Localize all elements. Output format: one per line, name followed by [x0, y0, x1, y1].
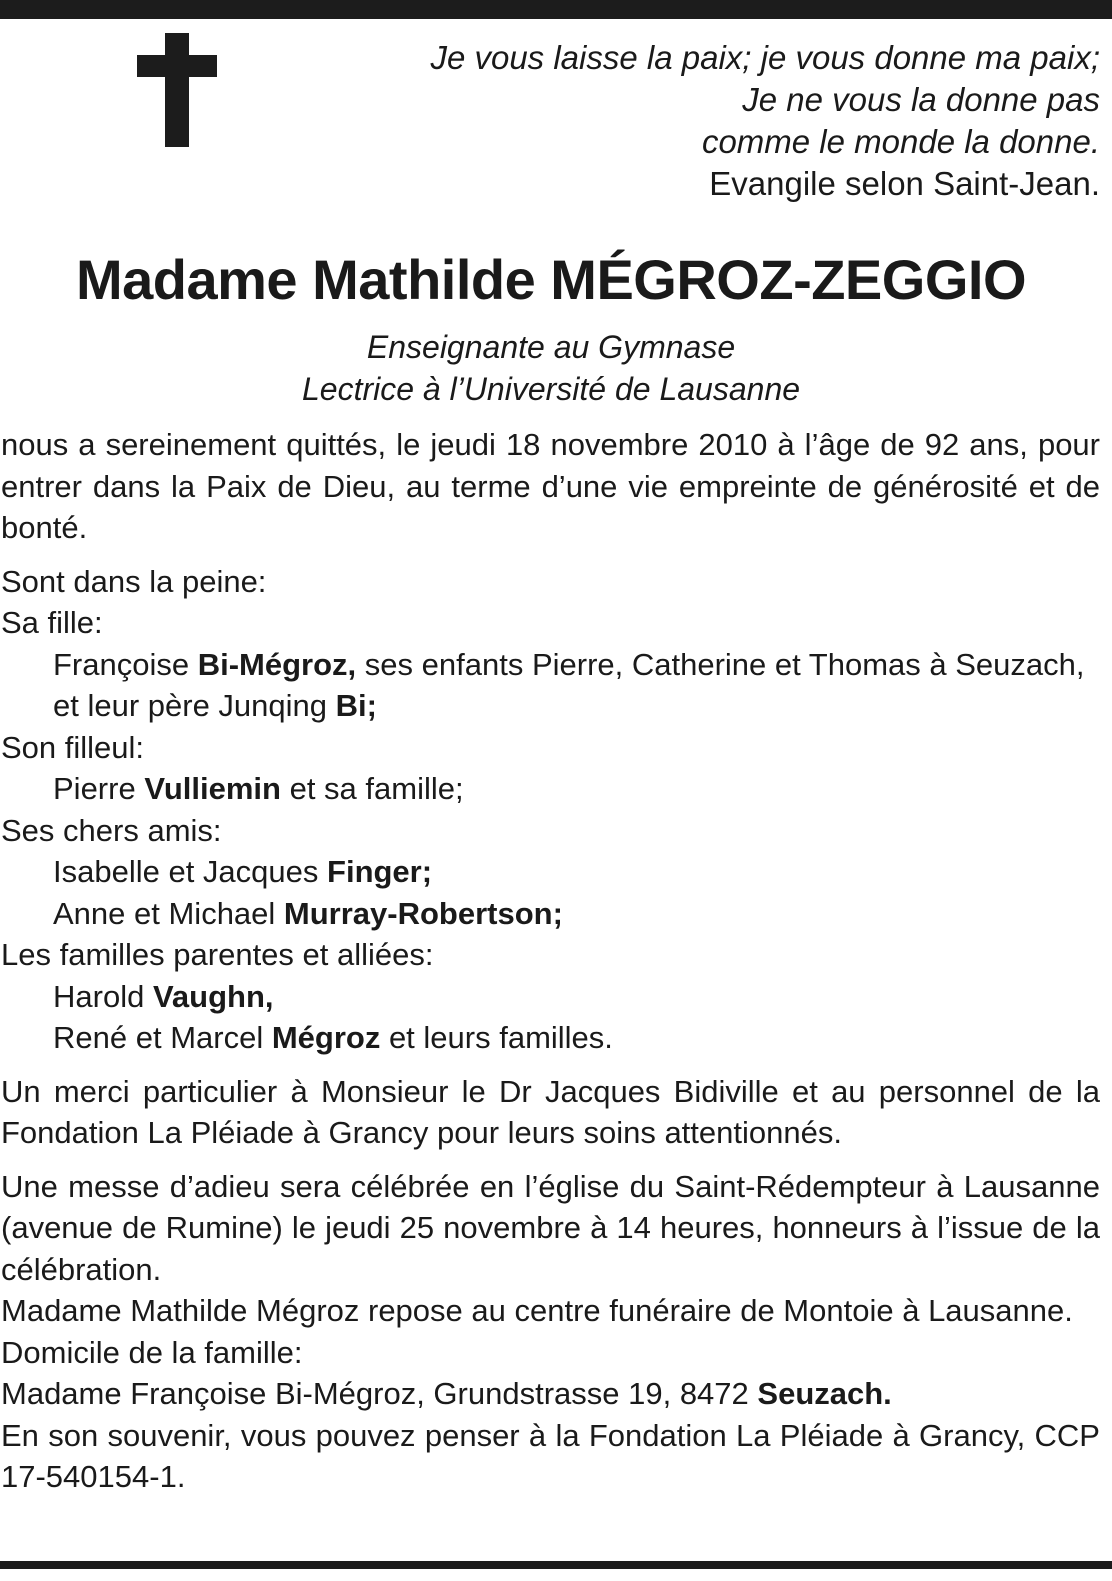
friends-line-2: Anne et Michael Murray-Robertson; [53, 895, 563, 931]
domicile-address: Madame Françoise Bi-Mégroz, Grundstrasse 19, 8472 Seuzach. [1, 1376, 892, 1411]
role-2: Lectrice à l’Université de Lausanne [301, 371, 801, 407]
notice-body [1, 424, 1100, 1498]
top-rule [0, 0, 1112, 19]
daughter-line-2: et leur père Junqing Bi; [53, 688, 377, 723]
mass-paragraph: Une messe d’adieu sera célébrée en l’église du Saint-Rédempteur à Lausanne (avenue de Rumine) le jeudi 25 novembre à 14 heures, honneurs à l’issue de la célébration. [1, 1168, 1100, 1287]
bottom-rule [0, 1561, 1112, 1569]
relatives-label: Les familles parentes et alliées: [1, 937, 434, 972]
friends-line-1: Isabelle et Jacques Finger; [53, 854, 433, 889]
repose-paragraph: Madame Mathilde Mégroz repose au centre funéraire de Montoie à Lausanne. [1, 1293, 1073, 1328]
roles [0, 326, 1102, 410]
scripture-quote [380, 37, 1100, 205]
daughter-line-1: Françoise Bi-Mégroz, ses enfants Pierre, Catherine et Thomas à Seuzach, [53, 646, 1085, 682]
relatives-line-2: René et Marcel Mégroz et leurs familles. [53, 1020, 613, 1055]
role-1: Enseignante au Gymnase [366, 329, 736, 365]
quote-line-1: Je vous laisse la paix; je vous donne ma paix; [430, 39, 1100, 76]
daughter-label: Sa fille: [1, 605, 103, 640]
quote-source: Evangile selon Saint-Jean. [709, 165, 1100, 202]
intro-paragraph: nous a sereinement quittés, le jeudi 18 novembre 2010 à l’âge de 92 ans, pour entrer dans la Paix de Dieu, au terme d’une vie empreinte de générosité et de bonté. [1, 427, 1100, 545]
godson-label: Son filleul: [1, 729, 145, 765]
memory-paragraph: En son souvenir, vous pouvez penser à la Fondation La Pléiade à Grancy, CCP 17-540154-1. [1, 1417, 1100, 1494]
domicile-label: Domicile de la famille: [1, 1334, 303, 1370]
quote-line-3: comme le monde la donne. [701, 123, 1100, 160]
mourners-heading: Sont dans la peine: [1, 563, 267, 599]
relatives-line-1: Harold Vaughn, [53, 978, 274, 1014]
godson-line: Pierre Vulliemin et sa famille; [53, 771, 464, 806]
thanks-paragraph: Un merci particulier à Monsieur le Dr Jacques Bidiville et au personnel de la Fondation La Pléiade à Grancy pour leurs soins attentionnés. [1, 1073, 1100, 1150]
deceased-name: Madame Mathilde MÉGROZ-ZEGGIO [75, 248, 1027, 311]
quote-line-2: Je ne vous la donne pas [742, 81, 1100, 118]
cross-icon [137, 33, 217, 147]
friends-label: Ses chers amis: [1, 812, 222, 848]
